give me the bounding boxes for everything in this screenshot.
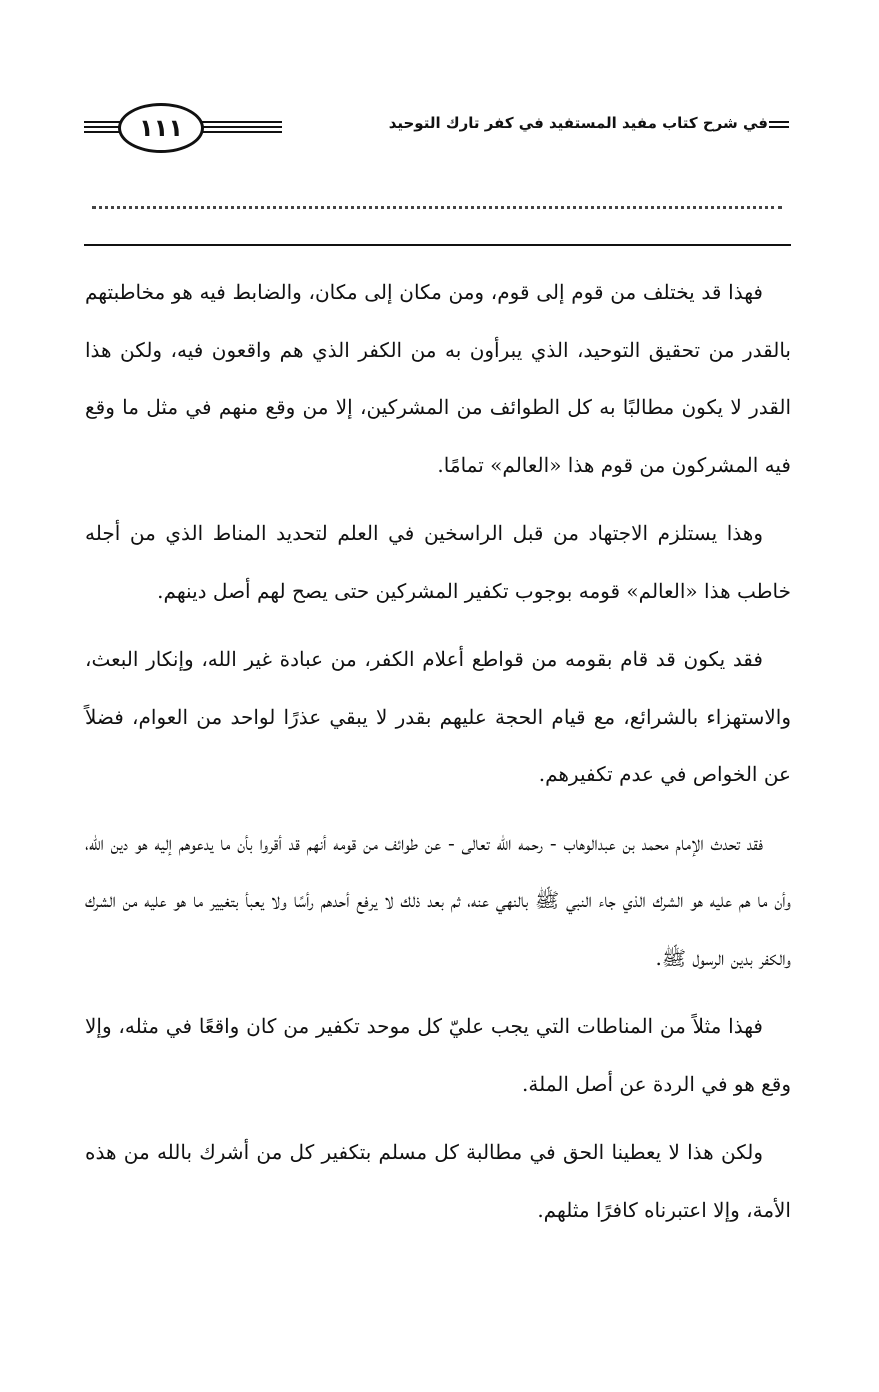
header-rule bbox=[84, 244, 791, 246]
paragraph: فهذا قد يختلف من قوم إلى قوم، ومن مكان إلى مكان، والضابط فيه هو مخاطبتهم بالقدر من تحقيق التوحيد، الذي يبرأون به من الكفر الذي هم واقعون فيه، ولكن هذا القدر لا يكون مطالبًا به كل الطوائف من المشركين، إلا من وقع منهم في مثل ما وقع فيه المشركون من قوم هذا «العالم» تمامًا. bbox=[85, 280, 791, 477]
main-text bbox=[85, 264, 791, 1250]
paragraph: فهذا مثلاً من المناطات التي يجب عليّ كل موحد تكفير من كان واقعًا في مثله، وإلا وقع هو في الردة عن أصل الملة. bbox=[85, 1014, 791, 1096]
page-number-bars-left bbox=[84, 121, 120, 136]
page-number-bars-right bbox=[202, 121, 282, 136]
dotted-separator bbox=[92, 206, 782, 209]
running-title: في شرح كتاب مفيد المستفيد في كفر تارك التوحيد bbox=[388, 114, 768, 132]
paragraph: وهذا يستلزم الاجتهاد من قبل الراسخين في العلم لتحديد المناط الذي من أجله خاطب هذا «العالم» قومه بوجوب تكفير المشركين حتى يصح لهم أصل دينهم. bbox=[85, 521, 791, 603]
page-number: ١١١ bbox=[118, 103, 204, 153]
paragraph: فقد يكون قد قام بقومه من قواطع أعلام الكفر، من عبادة غير الله، وإنكار البعث، والاستهزاء بالشرائع، مع قيام الحجة عليهم بقدر لا يبقي عذرًا لواحد من العوام، فضلاً عن الخواص في عدم تكفيرهم. bbox=[85, 647, 791, 786]
paragraph: فقد تحدث الإمام محمد بن عبدالوهاب - رحمه الله تعالى - عن طوائف من قومه أنهم قد أقروا بأن ما يدعوهم إليه هو دين الله، وأن ما هم عليه هو الشرك الذي جاء النبي ﷺ بالنهي عنه، ثم بعد ذلك لا يرفع أحدهم رأسًا ولا يعبأ بتغيير ما هو عليه من الشرك والكفر بدين الرسول ﷺ. bbox=[85, 830, 791, 970]
header-decorative-bars bbox=[769, 121, 789, 131]
paragraph: ولكن هذا لا يعطينا الحق في مطالبة كل مسلم بتكفير كل من أشرك بالله من هذه الأمة، وإلا اعتبرناه كافرًا مثلهم. bbox=[85, 1140, 791, 1222]
